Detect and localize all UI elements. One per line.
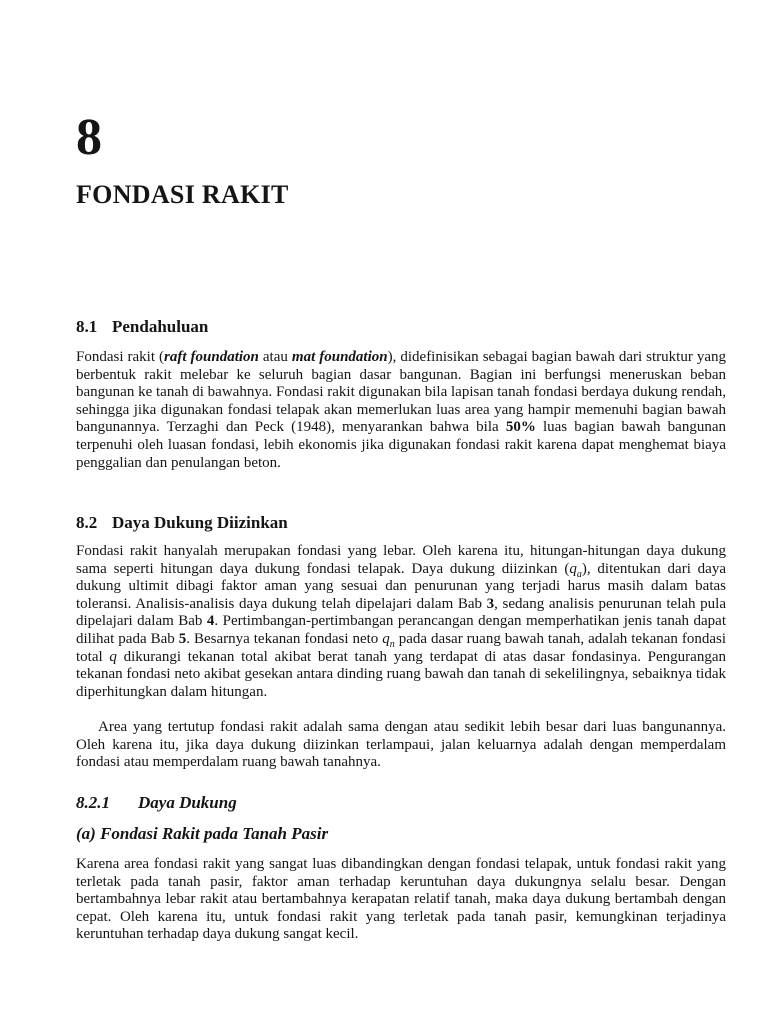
text-run: luas bagian bawah bangunan terpenuhi oleh luasan fondasi, lebih ekonomis jika digunakan fondasi rakit karena dapat menghemat biaya penggalian dan penulangan beton. <box>76 419 726 471</box>
paragraph-area-fondasi: Area yang tertutup fondasi rakit adalah sama dengan atau sedikit lebih besar dari luas bangunannya. Oleh karena itu, jika daya dukung diizinkan terlampaui, jalan keluarnya adalah dengan memperdalam fondasi atau memperdalam ruang bawah tanahnya. <box>76 719 726 771</box>
section-heading-8-2 <box>76 512 288 534</box>
term-raft-foundation: raft foundation <box>164 349 259 365</box>
symbol-subscript-a: a <box>576 568 582 580</box>
section-number: 8.2.1 <box>76 793 110 812</box>
term-mat-foundation: mat foundation <box>291 349 388 365</box>
symbol-q: q <box>109 648 117 665</box>
text-run: ), didefinisikan sebagai bagian bawah dari struktur yang berbentuk rakit melebar ke seluruh bagian dasar bangunan. Bagian ini berfungsi meneruskan beban bangunan ke tanah di bawahnya. Fondasi rakit digunakan bila lapisan tanah fondasi berdaya dukung rendah, sehingga jika digunakan fondasi telapak akan memerlukan luas area yang hampir memenuhi bagian bawah bangunannya. Terzaghi dan Peck ( <box>76 349 726 436</box>
section-number: 8.2 <box>76 513 98 532</box>
section-title: Daya Dukung <box>138 793 237 812</box>
section-heading-8-2-1 <box>76 792 237 814</box>
text-run: atau <box>258 349 292 365</box>
chapter-title: FONDASI RAKIT <box>76 180 289 209</box>
text-run: dikurangi tekanan total akibat berat tanah yang terdapat di atas dasar fondasinya. Pengurangan tekanan fondasi neto akibat gesekan antara dinding ruang bawah dan tanah di sekelilingnya, sebaiknya tidak diperhitungkan dalam hitungan. <box>76 648 726 700</box>
symbol-q: q <box>382 630 390 647</box>
symbol-q: q <box>569 560 577 577</box>
percentage-value: 50% <box>505 419 536 436</box>
section-heading-8-1 <box>76 316 208 338</box>
text-run: . Pertimbangan-pertimbangan perancangan dengan memperhatikan jenis tanah dapat dilihat pada Bab <box>76 613 726 647</box>
text-run: Fondasi rakit ( <box>76 349 165 365</box>
section-number: 8.1 <box>76 317 98 336</box>
text-run: ), ditentukan dari daya dukung ultimit dibagi faktor aman yang sesuai dan penurunan yang terjadi harus masih dalam batas toleransi. Analisis-analisis daya dukung telah dipelajari dalam Bab <box>76 560 726 612</box>
paragraph-tanah-pasir: Karena area fondasi rakit yang sangat luas dibandingkan dengan fondasi telapak, untuk fondasi rakit yang terletak pada tanah pasir, faktor aman terhadap keruntuhan daya dukungnya selalu besar. Dengan bertambahnya lebar rakit atau bertambahnya kerapatan relatif tanah, maka daya dukung bertambah dengan cepat. Oleh karena itu, untuk fondasi rakit yang terletak pada tanah pasir, kemungkinan terjadinya keruntuhan terhadap daya dukung sangat kecil. <box>76 856 726 943</box>
text-run: pada dasar ruang bawah tanah, adalah tekanan fondasi total <box>76 630 727 665</box>
subheading-fondasi-tanah-pasir: (a) Fondasi Rakit pada Tanah Pasir <box>76 824 329 843</box>
text-run: ), menyarankan bahwa bila <box>326 419 506 436</box>
document-page <box>76 0 726 1024</box>
paragraph-daya-dukung-diizinkan <box>76 543 726 701</box>
chapter-ref-4: 4 <box>206 613 215 630</box>
text-run: . Besarnya tekanan fondasi neto <box>186 630 383 647</box>
section-title: Daya Dukung Diizinkan <box>112 513 288 532</box>
section-title: Pendahuluan <box>112 317 209 336</box>
paragraph-pendahuluan <box>76 349 726 472</box>
text-run: , sedang analisis penurunan telah pula dipelajari dalam Bab <box>76 595 726 630</box>
text-run: Fondasi rakit hanyalah merupakan fondasi yang lebar. Oleh karena itu, hitungan-hitungan daya dukung sama seperti hitungan daya dukung fondasi telapak. Daya dukung diizinkan ( <box>76 543 726 577</box>
chapter-ref-5: 5 <box>178 630 187 647</box>
chapter-ref-3: 3 <box>486 595 495 612</box>
citation-year: 1948 <box>296 419 327 436</box>
chapter-number: 8 <box>76 109 102 166</box>
symbol-subscript-n: n <box>389 638 395 650</box>
